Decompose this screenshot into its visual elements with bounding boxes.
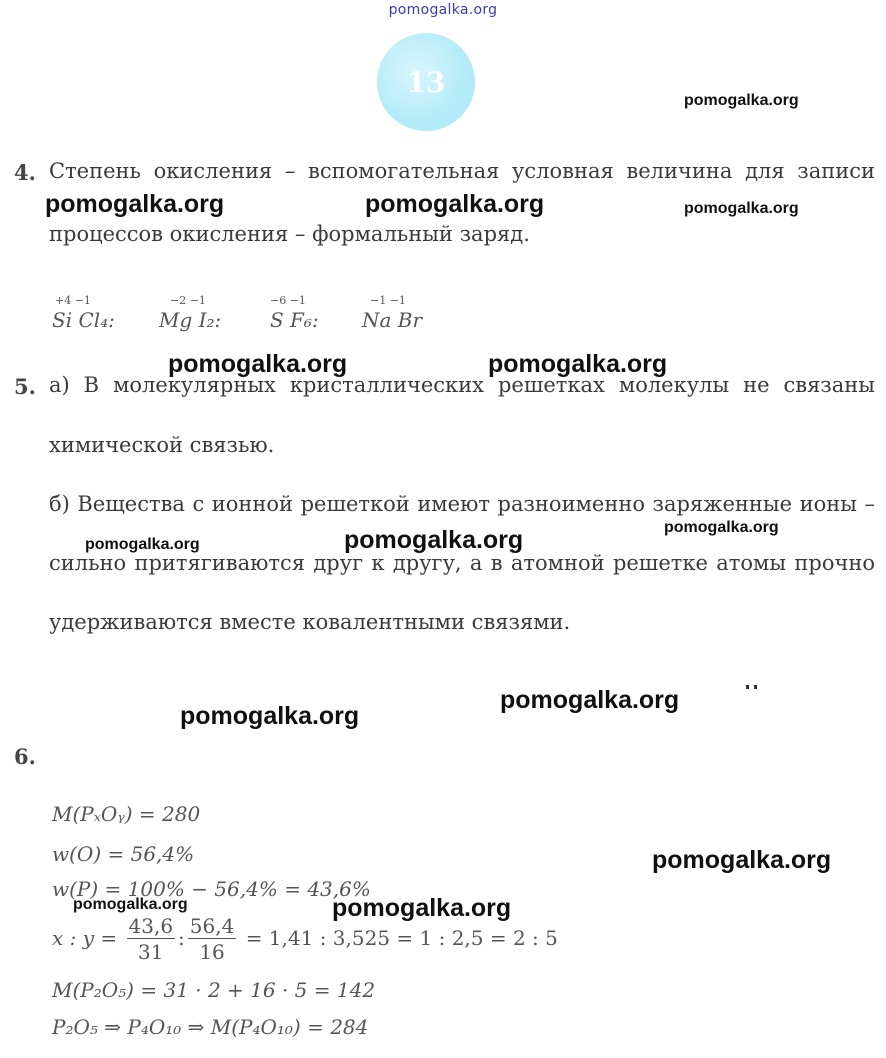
oxidation-states: −1 −1 (370, 294, 406, 307)
compound-formula: S F₆: (270, 308, 319, 332)
scan-artifact (746, 674, 766, 678)
oxidation-states: −6 −1 (270, 294, 306, 307)
task5-text-line: удерживаются вместе ковалентными связями. (49, 610, 571, 634)
compound-formula: Mg I₂: (159, 308, 222, 332)
task-number: 6. (14, 744, 36, 769)
watermark: pomogalka.org (664, 519, 779, 536)
task5-text-line: б) Вещества с ионной решеткой имеют разноименно заряженные ионы – (49, 492, 875, 516)
watermark: pomogalka.org (365, 190, 545, 218)
equation: P₂O₅ ⇒ P₄O₁₀ ⇒ M(P₄O₁₀) = 284 (52, 1015, 369, 1039)
watermark: pomogalka.org (684, 200, 799, 217)
site-link[interactable]: pomogalka.org (388, 2, 498, 18)
watermark: pomogalka.org (180, 702, 360, 730)
page-number: 13 (406, 65, 446, 99)
watermark: pomogalka.org (344, 526, 524, 554)
watermark: pomogalka.org (684, 92, 799, 109)
watermark: pomogalka.org (85, 536, 200, 553)
page-number-badge (377, 33, 475, 131)
task-number: 4. (14, 160, 36, 185)
oxidation-states: −2 −1 (170, 294, 206, 307)
fraction: $\frac{43,6}{31}$ (128, 914, 174, 964)
task5-text-line: химической связью. (49, 433, 275, 457)
ratio-equation: x : y = $\frac{43,6}{31}$ : $\frac{56,4}{16}$ = 1,41 : 3,525 = 1 : 2,5 = 2 : 5 (52, 914, 558, 964)
equation: M(PₓOᵧ) = 280 (52, 802, 201, 826)
watermark: pomogalka.org (168, 350, 348, 378)
task4-text-line: Степень окисления – вспомогательная условная величина для записи (49, 159, 875, 183)
watermark: pomogalka.org (652, 846, 832, 874)
equation: w(P) = 100% − 56,4% = 43,6% (52, 877, 371, 901)
oxidation-states: +4 −1 (55, 294, 91, 307)
task5-text-line: сильно притягиваются друг к другу, а в атомной решетке атомы прочно (49, 551, 875, 575)
compound-formula: Si Cl₄: (52, 308, 115, 332)
watermark: pomogalka.org (73, 896, 188, 913)
watermark: pomogalka.org (45, 190, 225, 218)
equation: M(P₂O₅) = 31 · 2 + 16 · 5 = 142 (52, 978, 376, 1002)
watermark: pomogalka.org (332, 894, 512, 922)
equation: w(O) = 56,4% (52, 842, 195, 866)
watermark: pomogalka.org (500, 686, 680, 714)
task5-text-line: а) В молекулярных кристаллических решетках молекулы не связаны (49, 373, 875, 397)
watermark: pomogalka.org (488, 350, 668, 378)
fraction: $\frac{56,4}{16}$ (189, 914, 235, 964)
task-number: 5. (14, 374, 36, 399)
compound-formula: Na Br (362, 308, 423, 332)
task4-text-line: процессов окисления – формальный заряд. (49, 222, 530, 246)
